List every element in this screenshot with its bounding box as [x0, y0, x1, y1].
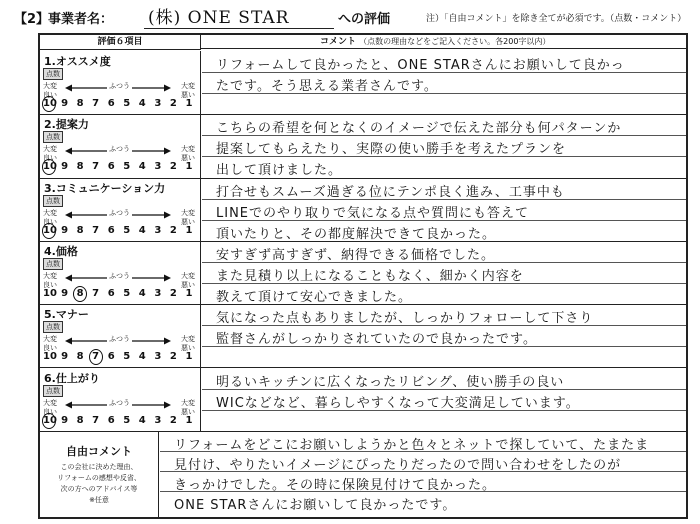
eval-item-cell	[40, 304, 201, 367]
score-option[interactable]: 1	[185, 414, 193, 426]
free-desc-line: ※任意	[89, 496, 109, 504]
free-comment-desc	[40, 462, 158, 506]
score-option[interactable]: 7	[92, 224, 100, 236]
score-option[interactable]: 9	[61, 351, 69, 363]
score-option[interactable]: 8	[76, 351, 84, 363]
score-label: 点数	[43, 258, 63, 270]
col-comment-note: （点数の理由などをご記入ください。各200字以内）	[359, 37, 551, 46]
eval-item-cell	[40, 368, 201, 431]
score-option[interactable]: 1	[185, 287, 193, 299]
eval-item-name: 6.仕上がり	[44, 371, 100, 385]
score-option[interactable]: 4	[138, 224, 146, 236]
score-option[interactable]: 1	[185, 161, 193, 173]
scale-good: 良い	[43, 344, 57, 353]
scale-bad: 悪い	[181, 154, 195, 163]
score-option[interactable]: 2	[169, 287, 177, 299]
score-option[interactable]: 6	[107, 224, 115, 236]
scale-bad: 悪い	[181, 217, 195, 226]
score-option[interactable]: 4	[138, 414, 146, 426]
eval-item-name: 2.提案力	[44, 118, 89, 132]
scale-taihen-right: 大変	[181, 145, 195, 154]
scale-taihen-left: 大変	[43, 82, 57, 90]
score-numbers	[43, 161, 195, 172]
scale-normal: ふつう	[109, 82, 130, 90]
scale-good: 良い	[43, 91, 57, 99]
scale-bad: 悪い	[181, 344, 195, 353]
score-option[interactable]: 4	[138, 161, 146, 173]
score-label: 点数	[43, 68, 63, 80]
scale-normal: ふつう	[109, 335, 130, 344]
score-option[interactable]: 9	[61, 414, 69, 426]
eval-section	[40, 178, 686, 242]
score-option[interactable]: 10	[43, 287, 57, 299]
score-option-selected[interactable]: 7	[90, 351, 102, 362]
scale-normal: ふつう	[109, 208, 130, 217]
score-scale	[43, 131, 195, 175]
scale-bad: 悪い	[181, 407, 195, 416]
score-option[interactable]: 2	[169, 98, 177, 109]
eval-item-cell	[40, 178, 201, 241]
comment-text: 安すぎず高すぎず、納得できる価格でした。	[216, 247, 495, 263]
score-option[interactable]: 2	[169, 224, 177, 236]
score-label: 点数	[43, 321, 63, 333]
score-option[interactable]: 7	[92, 161, 100, 173]
eval-section	[40, 241, 686, 305]
score-option[interactable]: 8	[76, 224, 84, 236]
eval-section	[40, 114, 686, 178]
free-comment-text: リフォームをどこにお願いしようかと色々とネットで探していて、たまたま	[174, 438, 650, 453]
comment-text: こちらの希望を何となくのイメージで伝えた部分も何パターンか	[216, 121, 622, 137]
score-option[interactable]: 1	[185, 224, 193, 236]
score-option[interactable]: 4	[138, 351, 146, 363]
scale-taihen-left: 大変	[43, 145, 57, 154]
score-option[interactable]: 3	[154, 161, 162, 173]
score-option[interactable]: 9	[61, 98, 69, 109]
col-comment-header	[200, 35, 686, 49]
company-name: (株) ONE STAR	[144, 3, 334, 29]
eval-section	[40, 51, 686, 115]
eval-item-cell	[40, 241, 201, 304]
score-option[interactable]: 5	[123, 287, 131, 299]
comment-cell	[202, 51, 686, 114]
scale-taihen-left: 大変	[43, 271, 57, 280]
scale-taihen-left: 大変	[43, 335, 57, 344]
score-option[interactable]: 1	[185, 351, 193, 363]
free-comment-text: ONE STARさんにお願いして良かったです。	[174, 498, 457, 513]
scale-taihen-right: 大変	[181, 335, 195, 344]
score-label: 点数	[43, 195, 63, 207]
comment-text: 頂いたりと、その都度解決できて良かった。	[216, 226, 497, 242]
score-label: 点数	[43, 385, 63, 397]
score-option[interactable]: 9	[61, 161, 69, 173]
free-comment-text: 見付け、やりたいイメージにぴったりだったので問い合わせをしたのが	[174, 458, 622, 473]
scale-good: 良い	[43, 280, 57, 289]
score-option[interactable]: 3	[154, 98, 162, 109]
score-scale	[43, 258, 195, 302]
score-option[interactable]: 8	[76, 414, 84, 426]
comment-text: また見積り以上になることもなく、細かく内容を	[216, 268, 524, 284]
eval-item-cell	[40, 114, 201, 177]
score-option-selected[interactable]: 10	[43, 224, 57, 236]
score-option[interactable]: 4	[138, 98, 146, 109]
score-option[interactable]: 6	[107, 287, 115, 299]
eval-item-cell	[40, 51, 201, 114]
score-scale	[43, 385, 195, 429]
free-comment-section	[40, 431, 686, 517]
comment-text: 監督さんがしっかりされていたので良かったです。	[216, 332, 537, 348]
scale-taihen-right: 大変	[181, 398, 195, 407]
required-note: 注）「自由コメント」を除き全てが必須です。（点数・コメント）	[426, 14, 687, 24]
scale-normal: ふつう	[109, 271, 130, 280]
score-option[interactable]: 10	[43, 351, 57, 363]
eval-item-name: 1.オススメ度	[44, 55, 111, 68]
score-option-selected[interactable]: 8	[74, 288, 86, 299]
score-option[interactable]: 7	[92, 98, 100, 109]
page-header	[0, 0, 700, 32]
score-scale	[43, 195, 195, 239]
score-option[interactable]: 2	[169, 161, 177, 173]
scale-normal: ふつう	[109, 398, 130, 407]
scale-taihen-right: 大変	[181, 271, 195, 280]
eval-section	[40, 368, 686, 432]
eval-section	[40, 304, 686, 368]
comment-cell	[202, 241, 686, 304]
col-items-header: 評価６項目	[40, 35, 201, 50]
scale-normal: ふつう	[109, 145, 130, 154]
score-option[interactable]: 3	[154, 414, 162, 426]
score-option[interactable]: 5	[123, 161, 131, 173]
score-option[interactable]: 5	[123, 414, 131, 426]
score-option-selected[interactable]: 10	[43, 414, 57, 426]
score-scale	[43, 321, 195, 365]
comment-text: 打合せもスムーズ過ぎる位にテンポ良く進み、工事中も	[216, 184, 565, 200]
scale-bad: 悪い	[181, 91, 195, 99]
comment-cell	[202, 304, 686, 367]
eval-item-name: 3.コミュニケーション力	[44, 181, 166, 195]
score-option[interactable]: 6	[107, 161, 115, 173]
score-option[interactable]: 6	[107, 414, 115, 426]
score-numbers	[43, 225, 195, 236]
score-option-selected[interactable]: 10	[43, 98, 57, 109]
free-comment-label-cell	[40, 431, 159, 517]
scale-taihen-right: 大変	[181, 82, 195, 90]
scale-bad: 悪い	[181, 280, 195, 289]
score-option[interactable]: 9	[61, 287, 69, 299]
eval-item-name: 5.マナー	[44, 308, 89, 322]
score-label: 点数	[43, 131, 63, 143]
comment-text: 明るいキッチンに広くなったリビング、使い勝手の良い	[216, 374, 565, 390]
comment-text: リフォームして良かったと、ONE STARさんにお願いして良かっ	[216, 58, 625, 73]
comment-text: 教えて頂けて安心できました。	[216, 290, 413, 306]
scale-taihen-right: 大変	[181, 208, 195, 217]
score-numbers	[43, 288, 195, 299]
score-option[interactable]: 8	[76, 161, 84, 173]
section-number: 【2】	[14, 12, 50, 27]
score-option-selected[interactable]: 10	[43, 161, 57, 173]
scale-taihen-left: 大変	[43, 208, 57, 217]
free-desc-line: 次の方へのアドバイス等	[60, 485, 138, 493]
eval-suffix: への評価	[338, 12, 391, 27]
score-option[interactable]: 6	[107, 98, 115, 109]
scale-good: 良い	[43, 407, 57, 416]
score-option[interactable]: 8	[76, 98, 84, 109]
score-numbers	[43, 98, 195, 109]
company-label: 事業者名：	[48, 12, 114, 27]
comment-cell	[202, 114, 686, 177]
free-desc-line: この会社に決めた理由、	[60, 463, 138, 471]
comment-text: 気になった点もありましたが、しっかりフォローして下さり	[216, 311, 594, 327]
score-option[interactable]: 4	[138, 287, 146, 299]
col-comment-label: コメント	[320, 37, 357, 47]
score-option[interactable]: 7	[92, 414, 100, 426]
score-option[interactable]: 2	[169, 414, 177, 426]
score-option[interactable]: 5	[123, 224, 131, 236]
score-option[interactable]: 5	[123, 98, 131, 109]
score-option[interactable]: 7	[92, 287, 100, 299]
score-option[interactable]: 9	[61, 224, 69, 236]
score-option[interactable]: 3	[154, 351, 162, 363]
comment-cell	[202, 178, 686, 241]
score-numbers	[43, 351, 195, 362]
free-desc-line: リフォームの感想や反省、	[57, 474, 141, 482]
score-option[interactable]: 3	[154, 224, 162, 236]
evaluation-table	[38, 33, 688, 519]
comment-text: WICなどなど、暮らしやすくなって大変満足しています。	[216, 395, 580, 411]
score-option[interactable]: 5	[123, 351, 131, 363]
score-scale	[43, 68, 195, 112]
free-comment-text: きっかけでした。その時に保険見付けて良かった。	[174, 478, 497, 493]
free-comment-title: 自由コメント	[66, 445, 132, 458]
eval-item-name: 4.価格	[44, 244, 78, 258]
free-comment-lines	[160, 431, 686, 517]
scale-good: 良い	[43, 217, 57, 226]
scale-taihen-left: 大変	[43, 398, 57, 407]
comment-cell	[202, 368, 686, 431]
score-option[interactable]: 2	[169, 351, 177, 363]
score-option[interactable]: 3	[154, 287, 162, 299]
scale-good: 良い	[43, 154, 57, 163]
score-option[interactable]: 6	[107, 351, 115, 363]
comment-text: 提案してもらえたり、実際の使い勝手を考えたプランを	[216, 142, 567, 158]
comment-text: 出して頂けました。	[216, 163, 343, 179]
score-option[interactable]: 1	[185, 98, 193, 109]
comment-text: たです。そう思える業者さんです。	[216, 79, 438, 95]
comment-text: LINEでのやり取りで気になる点や質問にも答えて	[216, 205, 530, 221]
score-numbers	[43, 415, 195, 426]
